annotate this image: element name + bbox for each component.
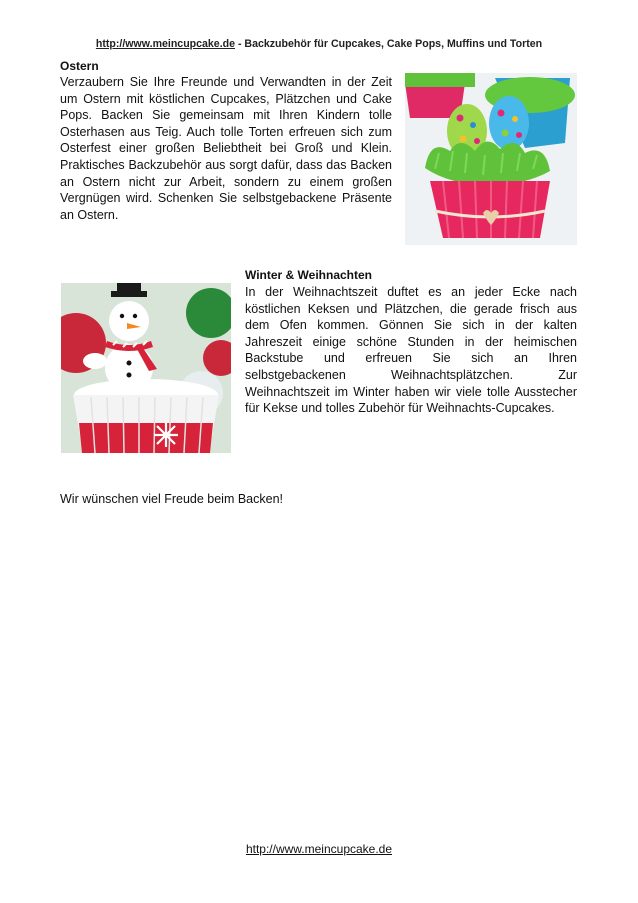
winter-paragraph: In der Weihnachtszeit duftet es an jeder Ecke nach köstlichen Keksen und Plätzchen, die gerade frisch aus dem Ofen kommen. Gönnen Sie sich in der kalten Jahreszeit einige schöne Stunden in der heimischen Backstube und erfreuen Sie sich an Ihren selbstgebackenen Weihnachtsplätzchen. Zur Weihnachtszeit im Winter haben wir viele tolle Ausstecher für Kekse und tolles Zubehör für Weihnachts-Cupcakes.	[245, 285, 577, 416]
footer-link[interactable]: http://www.meincupcake.de	[245, 842, 393, 856]
closing-line: Wir wünschen viel Freude beim Backen!	[60, 492, 284, 506]
easter-cupcake-image	[405, 73, 577, 245]
easter-heading: Ostern	[60, 59, 99, 73]
page-footer	[0, 842, 638, 856]
header-link[interactable]: http://www.meincupcake.de	[95, 38, 236, 50]
winter-heading: Winter & Weihnachten	[245, 268, 373, 282]
winter-cupcake-image	[61, 283, 231, 453]
header-tagline: - Backzubehör für Cupcakes, Cake Pops, Muffins und Torten	[235, 38, 543, 50]
easter-paragraph: Verzaubern Sie Ihre Freunde und Verwandten in der Zeit um Ostern mit köstlichen Cupcakes, Plätzchen und Cake Pops. Backen Sie gemeinsam mit Ihren Kindern tolle Osterhasen aus Teig. Auch tolle Torten erfreuen sich zum Osterfest einer großen Beliebtheit bei Groß und Klein. Praktisches Backzubehör aus sorgt dafür, dass das Backen an Ostern nicht zur Arbeit, sondern zu einem großen Vergnügen wird. Schenken Sie selbstgebackene Präsente an Ostern.	[60, 75, 392, 222]
page-header	[0, 38, 638, 50]
